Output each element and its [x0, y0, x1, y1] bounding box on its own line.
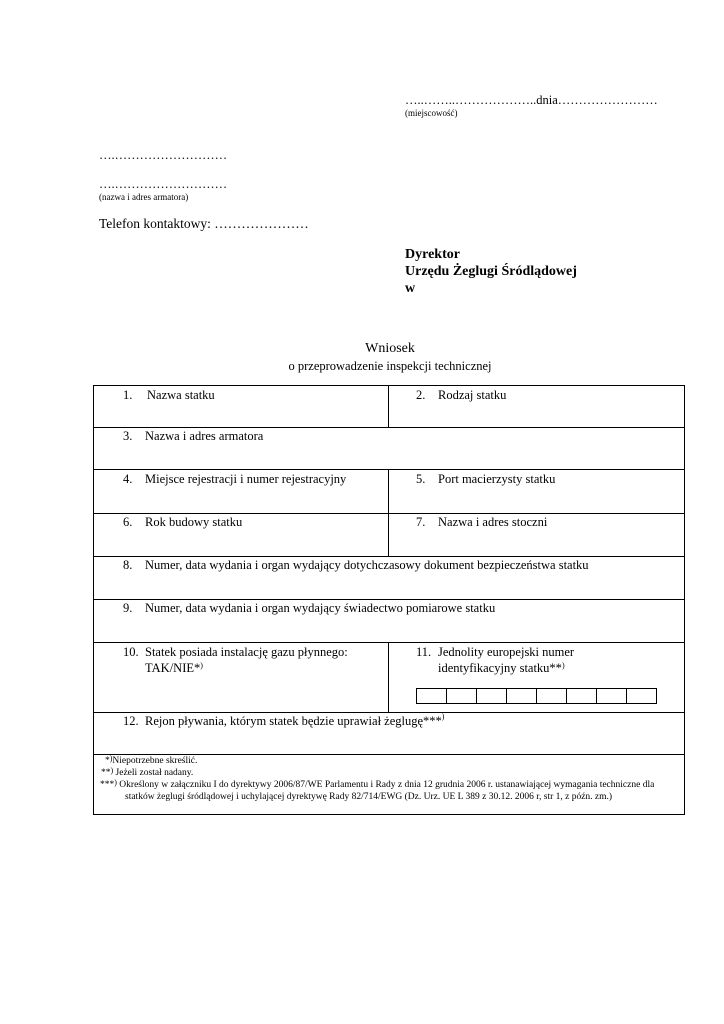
row-divider: [94, 754, 684, 755]
field-safety-document[interactable]: [123, 558, 589, 573]
footnote-1: *)Niepotrzebne skreślić.: [105, 754, 198, 766]
field-registration[interactable]: [123, 472, 346, 487]
owner-address-line[interactable]: ….………………………: [99, 177, 228, 191]
place-label: (miejscowość): [405, 108, 458, 118]
field-number: 11.: [416, 645, 432, 659]
field-number: 8.: [123, 558, 133, 572]
field-european-id-number[interactable]: [416, 644, 574, 676]
field-label: Rejon pływania, którym statek będzie uprawiał żeglugę***: [145, 714, 442, 728]
addressee-title: Dyrektor: [405, 247, 460, 262]
field-number: 4.: [123, 472, 133, 486]
field-number: 5.: [416, 472, 426, 486]
addressee-block: [405, 246, 577, 297]
addressee-office: Urzędu Żeglugi Śródlądowej: [405, 264, 577, 279]
id-char-box[interactable]: [446, 688, 477, 704]
id-char-box[interactable]: [476, 688, 507, 704]
field-measurement-certificate[interactable]: [123, 601, 495, 616]
field-label: Miejsce rejestracji i numer rejestracyjny: [145, 472, 347, 486]
field-label: Nazwa statku: [147, 388, 215, 402]
field-number: 10.: [123, 645, 139, 659]
row-divider: [94, 427, 684, 428]
row-divider: [94, 599, 684, 600]
footnote-2: **) Jeżeli został nadany.: [101, 766, 194, 778]
application-form-table: [93, 385, 685, 815]
id-char-box[interactable]: [596, 688, 627, 704]
column-divider: [388, 642, 389, 712]
field-label: Rodzaj statku: [438, 388, 507, 402]
field-number: 3.: [123, 429, 133, 443]
field-number: 7.: [416, 515, 426, 529]
field-number: 12.: [123, 714, 139, 728]
lpg-option-yes-no[interactable]: TAK/NIE*: [145, 661, 201, 675]
footnote-3-continued: statków żeglugi śródlądowej i uchylającej dyrektywę Rady 82/714/EWG (Dz. Urz. UE L 389 z 30.12. 2006 r, str 1, z późn. zm.): [125, 792, 613, 802]
field-label: Rok budowy statku: [145, 515, 243, 529]
field-lpg-installation[interactable]: [123, 644, 348, 676]
footnote-3: ***) Określony w załączniku I do dyrektywy 2006/87/WE Parlamentu i Rady z dnia 12 grudnia 2006 r. ustanawiającej wymagania techniczne dla: [100, 778, 655, 790]
place-date-line[interactable]: …..……..………………..dnia……………………: [405, 93, 658, 107]
phone-line[interactable]: Telefon kontaktowy: …………………: [99, 216, 309, 231]
field-number: 2.: [416, 388, 426, 402]
row-divider: [94, 556, 684, 557]
footnote-mark: ): [561, 661, 565, 670]
field-label: Jednolity europejski numer: [438, 645, 575, 659]
field-number: 6.: [123, 515, 133, 529]
field-label: Nazwa i adres armatora: [145, 429, 264, 443]
field-label: Statek posiada instalację gazu płynnego:: [145, 645, 348, 659]
id-char-box[interactable]: [626, 688, 657, 704]
field-home-port[interactable]: [416, 472, 555, 487]
european-id-boxes: [417, 688, 657, 704]
owner-name-line[interactable]: ….………………………: [99, 148, 228, 162]
row-divider: [94, 513, 684, 514]
row-divider: [94, 469, 684, 470]
field-label: Nazwa i adres stoczni: [438, 515, 548, 529]
footnote-mark: ): [200, 661, 203, 670]
field-label: Port macierzysty statku: [438, 472, 556, 486]
field-owner-name-address[interactable]: [123, 429, 263, 444]
document-title: Wniosek: [365, 341, 415, 356]
row-divider: [94, 642, 684, 643]
column-divider: [388, 469, 389, 556]
field-navigation-zone[interactable]: [123, 714, 444, 729]
field-label: Numer, data wydania i organ wydający dotychczasowy dokument bezpieczeństwa statku: [145, 558, 589, 572]
addressee-location: w: [405, 281, 416, 296]
id-char-box[interactable]: [416, 688, 447, 704]
field-ship-type[interactable]: [416, 388, 506, 403]
field-label-continued: identyfikacyjny statku**: [438, 661, 562, 675]
field-number: 1.: [123, 388, 133, 402]
field-build-year[interactable]: [123, 515, 242, 530]
document-subtitle: o przeprowadzenie inspekcji technicznej: [288, 359, 492, 373]
field-label: Numer, data wydania i organ wydający świadectwo pomiarowe statku: [145, 601, 496, 615]
column-divider: [388, 386, 389, 427]
field-ship-name[interactable]: [123, 388, 215, 403]
id-char-box[interactable]: [566, 688, 597, 704]
row-divider: [94, 712, 684, 713]
field-number: 9.: [123, 601, 133, 615]
id-char-box[interactable]: [536, 688, 567, 704]
field-shipyard[interactable]: [416, 515, 547, 530]
id-char-box[interactable]: [506, 688, 537, 704]
owner-label: (nazwa i adres armatora): [99, 192, 189, 202]
footnote-mark: ): [441, 712, 445, 721]
